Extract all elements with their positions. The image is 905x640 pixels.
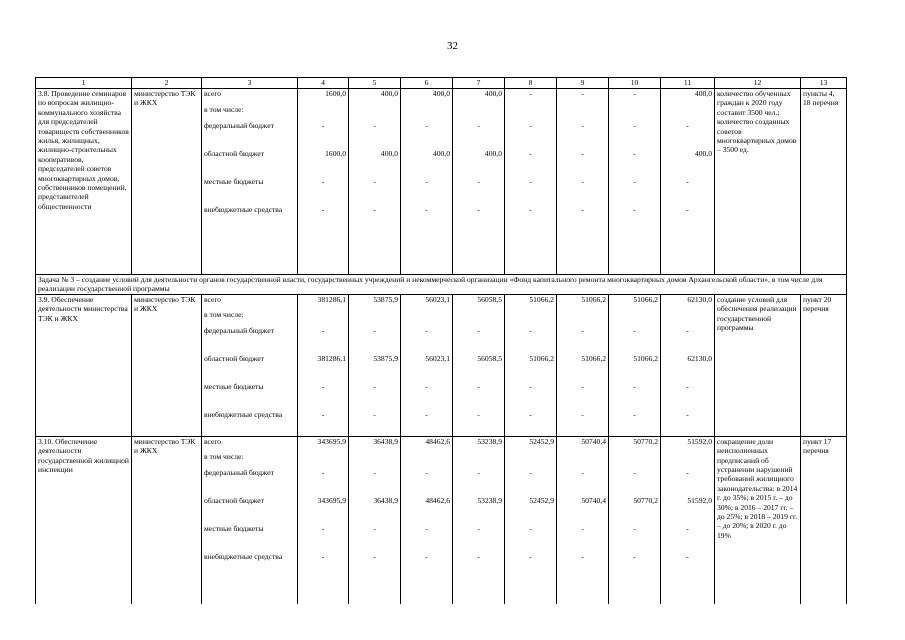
value-cell: -: [401, 205, 453, 275]
header-cell: 10: [609, 78, 661, 89]
task-heading: Задача № 3 – создание условий для деятельности органов государственной власти, государственных учреждений и некоммерческой организации «Фонд капитального ремонта многоквартирных домов Архангельской области», в том числе для реализации государственной программы: [36, 275, 847, 295]
value-cell: 36438,9: [349, 496, 401, 524]
header-cell: 13: [801, 78, 847, 89]
value-cell: -: [453, 552, 505, 604]
value-cell: -: [557, 89, 609, 105]
value-cell: -: [453, 121, 505, 149]
value-cell: -: [505, 524, 557, 552]
page-number: 32: [447, 40, 458, 52]
value-cell: 51066,2: [505, 354, 557, 382]
value-cell: 400,0: [401, 149, 453, 177]
value-cell: -: [661, 410, 715, 436]
value-cell: 400,0: [661, 89, 715, 105]
value-cell: 400,0: [401, 89, 453, 105]
value-cell: [401, 310, 453, 326]
value-cell: -: [557, 205, 609, 275]
value-cell: -: [298, 552, 349, 604]
value-cell: -: [609, 205, 661, 275]
value-cell: -: [557, 468, 609, 496]
value-cell: -: [609, 121, 661, 149]
program-row-3-8-line: [36, 89, 847, 105]
value-cell: [401, 452, 453, 468]
value-cell: 51066,2: [557, 354, 609, 382]
value-cell: -: [661, 552, 715, 604]
value-cell: 36438,9: [349, 436, 401, 452]
value-cell: -: [505, 149, 557, 177]
value-cell: [401, 105, 453, 121]
value-cell: -: [298, 326, 349, 354]
header-cell: 6: [401, 78, 453, 89]
value-cell: 56023,1: [401, 294, 453, 310]
value-cell: -: [557, 326, 609, 354]
expected-result: количество обученных граждан к 2020 году составит 3500 чел.; количество созданных советов многоквартирных домов – 3500 ед.: [715, 89, 801, 275]
value-cell: [349, 105, 401, 121]
funding-source: внебюджетные средства: [202, 205, 298, 275]
value-cell: -: [298, 524, 349, 552]
value-cell: [557, 452, 609, 468]
value-cell: -: [453, 326, 505, 354]
value-cell: -: [349, 121, 401, 149]
value-cell: -: [453, 468, 505, 496]
funding-source: областной бюджет: [202, 149, 298, 177]
value-cell: -: [661, 121, 715, 149]
funding-source: федеральный бюджет: [202, 326, 298, 354]
value-cell: -: [298, 382, 349, 410]
value-cell: 400,0: [349, 149, 401, 177]
funding-source: федеральный бюджет: [202, 468, 298, 496]
value-cell: 343695,9: [298, 436, 349, 452]
value-cell: [557, 105, 609, 121]
value-cell: -: [349, 524, 401, 552]
value-cell: 50770,2: [609, 496, 661, 524]
header-cell: 4: [298, 78, 349, 89]
header-cell: 12: [715, 78, 801, 89]
header-cell: 9: [557, 78, 609, 89]
value-cell: 51066,2: [557, 294, 609, 310]
value-cell: -: [349, 468, 401, 496]
value-cell: [453, 105, 505, 121]
value-cell: [609, 452, 661, 468]
value-cell: 381286,1: [298, 354, 349, 382]
value-cell: -: [298, 205, 349, 275]
value-cell: -: [298, 410, 349, 436]
value-cell: 400,0: [453, 89, 505, 105]
value-cell: -: [505, 89, 557, 105]
value-cell: [661, 310, 715, 326]
value-cell: 62130,0: [661, 354, 715, 382]
activity-name: 3.9. Обеспечение деятельности министерства ТЭК и ЖКХ: [36, 294, 132, 436]
value-cell: 51592,0: [661, 436, 715, 452]
value-cell: 53875,9: [349, 294, 401, 310]
value-cell: -: [557, 552, 609, 604]
program-row-3-9-line: [36, 294, 847, 310]
value-cell: -: [453, 524, 505, 552]
value-cell: -: [349, 382, 401, 410]
value-cell: [557, 310, 609, 326]
value-cell: [609, 105, 661, 121]
value-cell: -: [609, 149, 661, 177]
value-cell: 1600,0: [298, 149, 349, 177]
value-cell: -: [505, 552, 557, 604]
value-cell: -: [505, 382, 557, 410]
value-cell: 400,0: [453, 149, 505, 177]
value-cell: [609, 310, 661, 326]
value-cell: [661, 105, 715, 121]
value-cell: -: [557, 382, 609, 410]
value-cell: -: [557, 149, 609, 177]
value-cell: -: [557, 121, 609, 149]
value-cell: -: [505, 121, 557, 149]
funding-source: внебюджетные средства: [202, 410, 298, 436]
executor: министерство ТЭК и ЖКХ: [132, 294, 202, 436]
value-cell: -: [661, 326, 715, 354]
value-cell: 50740,4: [557, 496, 609, 524]
header-cell: 8: [505, 78, 557, 89]
value-cell: -: [505, 468, 557, 496]
funding-source: всего: [202, 89, 298, 105]
value-cell: [349, 452, 401, 468]
value-cell: -: [661, 468, 715, 496]
executor: министерство ТЭК и ЖКХ: [132, 436, 202, 604]
header-cell: 11: [661, 78, 715, 89]
value-cell: [298, 452, 349, 468]
value-cell: -: [609, 177, 661, 205]
value-cell: -: [609, 468, 661, 496]
value-cell: -: [661, 382, 715, 410]
value-cell: -: [609, 326, 661, 354]
funding-source: в том числе:: [202, 105, 298, 121]
funding-source: в том числе:: [202, 310, 298, 326]
program-row-3-10-line: [36, 436, 847, 452]
value-cell: 400,0: [349, 89, 401, 105]
executor: министерство ТЭК и ЖКХ: [132, 89, 202, 275]
value-cell: -: [349, 177, 401, 205]
activity-name: 3.10. Обеспечение деятельности государственной жилищной инспекции: [36, 436, 132, 604]
value-cell: -: [298, 177, 349, 205]
value-cell: -: [401, 326, 453, 354]
value-cell: -: [401, 121, 453, 149]
value-cell: 51066,2: [505, 294, 557, 310]
list-reference: пункт 17 перечня: [801, 436, 847, 604]
value-cell: -: [349, 410, 401, 436]
value-cell: -: [505, 410, 557, 436]
value-cell: 53875,9: [349, 354, 401, 382]
value-cell: [661, 452, 715, 468]
value-cell: 62130,0: [661, 294, 715, 310]
value-cell: -: [453, 177, 505, 205]
value-cell: 50770,2: [609, 436, 661, 452]
value-cell: [453, 310, 505, 326]
funding-source: федеральный бюджет: [202, 121, 298, 149]
value-cell: 48462,6: [401, 436, 453, 452]
value-cell: 56023,1: [401, 354, 453, 382]
value-cell: -: [401, 177, 453, 205]
value-cell: -: [349, 326, 401, 354]
funding-source: в том числе:: [202, 452, 298, 468]
funding-source: всего: [202, 294, 298, 310]
header-cell: 7: [453, 78, 505, 89]
value-cell: -: [401, 552, 453, 604]
value-cell: -: [505, 205, 557, 275]
value-cell: -: [298, 121, 349, 149]
value-cell: 381286,1: [298, 294, 349, 310]
value-cell: -: [401, 382, 453, 410]
value-cell: 51592,0: [661, 496, 715, 524]
program-table: [35, 77, 847, 604]
funding-source: областной бюджет: [202, 354, 298, 382]
value-cell: 400,0: [661, 149, 715, 177]
funding-source: областной бюджет: [202, 496, 298, 524]
value-cell: 53238,9: [453, 496, 505, 524]
value-cell: [505, 310, 557, 326]
value-cell: 51066,2: [609, 294, 661, 310]
value-cell: -: [505, 326, 557, 354]
value-cell: 51066,2: [609, 354, 661, 382]
funding-source: местные бюджеты: [202, 524, 298, 552]
value-cell: 53238,9: [453, 436, 505, 452]
value-cell: -: [609, 382, 661, 410]
value-cell: -: [401, 524, 453, 552]
value-cell: -: [609, 524, 661, 552]
value-cell: -: [453, 205, 505, 275]
expected-result: сокращение доли неисполненных предписаний об устранении нарушений требований жилищного законодательства: в 2014 г. до 35%; в 2015 г. – до 30%; в 2016 – 2017 гг. – до 25%; в 2018 – 2019 гг. – до 20%; в 2020 г. до 19%: [715, 436, 801, 604]
value-cell: -: [298, 468, 349, 496]
list-reference: пункт 20 перечня: [801, 294, 847, 436]
header-cell: 1: [36, 78, 132, 89]
value-cell: 48462,6: [401, 496, 453, 524]
value-cell: [349, 310, 401, 326]
value-cell: -: [505, 177, 557, 205]
funding-source: внебюджетные средства: [202, 552, 298, 604]
activity-name: 3.8. Проведение семинаров по вопросам жилищно-коммунального хозяйства для председателей товариществ собственников жилья, жилищных, жилищно-строительных кооперативов, председателей советов многоквартирных домов, собственников помещений, представителей общественности: [36, 89, 132, 275]
value-cell: -: [609, 89, 661, 105]
value-cell: -: [401, 468, 453, 496]
value-cell: 52452,9: [505, 436, 557, 452]
value-cell: [505, 105, 557, 121]
value-cell: -: [661, 205, 715, 275]
value-cell: -: [401, 410, 453, 436]
header-cell: 2: [132, 78, 202, 89]
value-cell: -: [453, 382, 505, 410]
value-cell: -: [349, 205, 401, 275]
expected-result: создание условий для обеспечения реализации государственной программы: [715, 294, 801, 436]
funding-source: местные бюджеты: [202, 177, 298, 205]
header-cell: 3: [202, 78, 298, 89]
value-cell: -: [609, 410, 661, 436]
value-cell: [298, 310, 349, 326]
funding-source: местные бюджеты: [202, 382, 298, 410]
value-cell: [505, 452, 557, 468]
value-cell: [453, 452, 505, 468]
funding-source: всего: [202, 436, 298, 452]
value-cell: 50740,4: [557, 436, 609, 452]
value-cell: -: [557, 524, 609, 552]
value-cell: [298, 105, 349, 121]
value-cell: 343695,9: [298, 496, 349, 524]
value-cell: -: [349, 552, 401, 604]
header-row: [36, 78, 847, 89]
value-cell: -: [557, 177, 609, 205]
value-cell: -: [661, 177, 715, 205]
list-reference: пункты 4, 18 перечня: [801, 89, 847, 275]
value-cell: -: [661, 524, 715, 552]
value-cell: 1600,0: [298, 89, 349, 105]
value-cell: -: [557, 410, 609, 436]
value-cell: -: [453, 410, 505, 436]
value-cell: 56058,5: [453, 294, 505, 310]
value-cell: 56058,5: [453, 354, 505, 382]
header-cell: 5: [349, 78, 401, 89]
value-cell: 52452,9: [505, 496, 557, 524]
value-cell: -: [609, 552, 661, 604]
